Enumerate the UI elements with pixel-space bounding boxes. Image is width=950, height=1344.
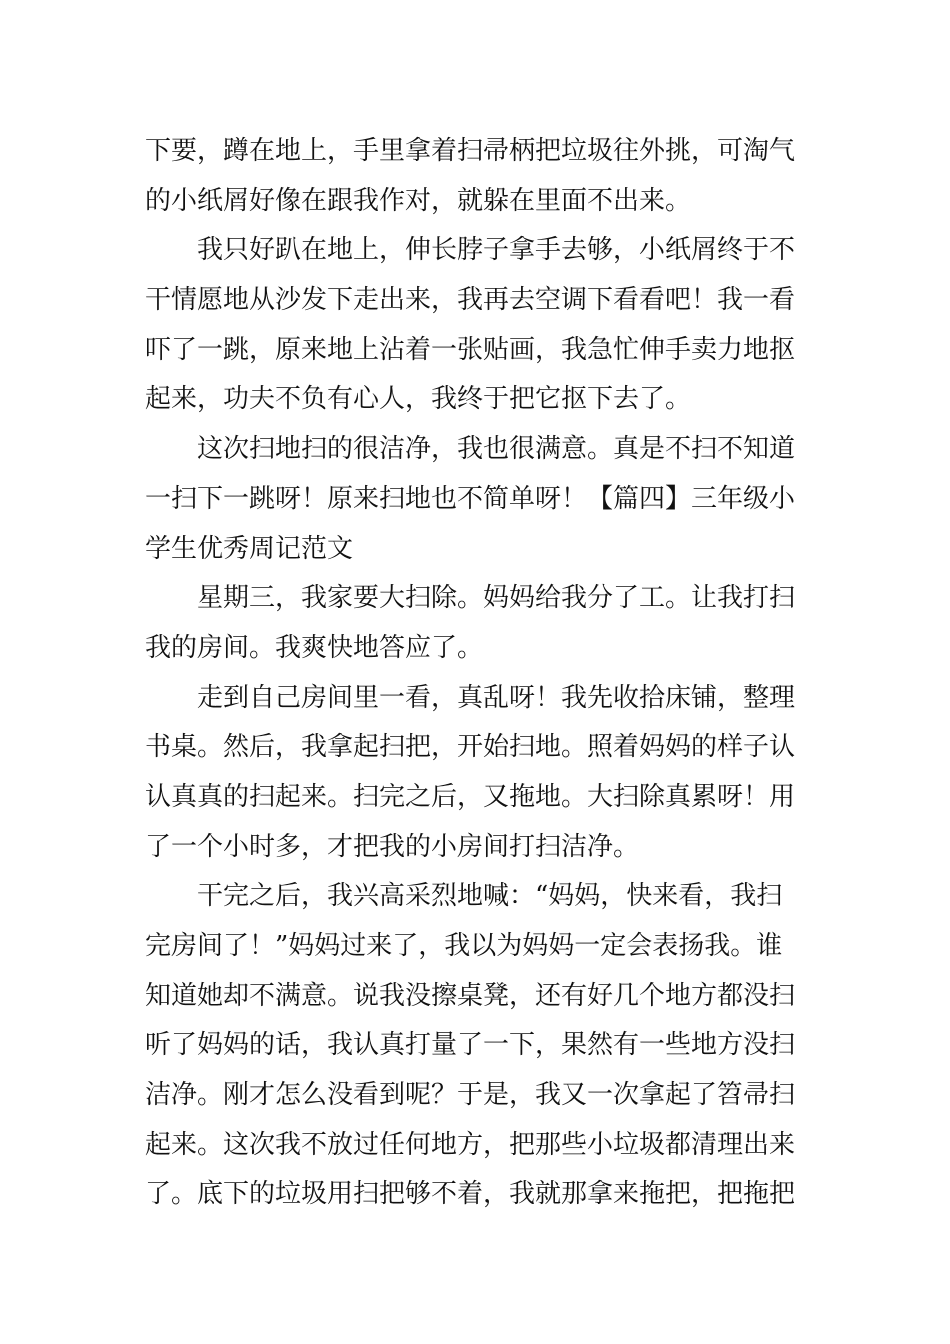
text-line: 洁净。刚才怎么没看到呢？于是，我又一次拿起了笤帚扫	[145, 1080, 796, 1111]
text-line: 干情愿地从沙发下走出来，我再去空调下看看吧！我一看	[145, 285, 796, 316]
text-line: 星期三，我家要大扫除。妈妈给我分了工。让我打扫	[197, 583, 796, 614]
text-line: 了一个小时多，才把我的小房间打扫洁净。	[145, 831, 640, 862]
text-line: 吓了一跳，原来地上沾着一张贴画，我急忙伸手卖力地抠	[145, 334, 796, 365]
text-line: 完房间了！”妈妈过来了，我以为妈妈一定会表扬我。谁	[145, 931, 783, 961]
text-line: 知道她却不满意。说我没擦桌凳，还有好几个地方都没扫	[145, 980, 796, 1011]
text-line: 学生优秀周记范文	[145, 533, 354, 564]
text-line: 这次扫地扫的很洁净，我也很满意。真是不扫不知道	[197, 434, 796, 465]
text-line: 我的房间。我爽快地答应了。	[145, 632, 484, 663]
text-line: 书桌。然后，我拿起扫把，开始扫地。照着妈妈的样子认	[145, 732, 796, 763]
text-line: 下要，蹲在地上，手里拿着扫帚柄把垃圾往外挑，可淘气	[145, 136, 796, 166]
text-line: 起来。这次我不放过任何地方，把那些小垃圾都清理出来	[145, 1129, 796, 1160]
text-line: 认真真的扫起来。扫完之后，又拖地。大扫除真累呀！用	[145, 781, 796, 812]
text-line: 起来，功夫不负有心人，我终于把它抠下去了。	[145, 384, 692, 415]
text-line: 听了妈妈的话，我认真打量了一下，果然有一些地方没扫	[145, 1030, 796, 1061]
text-line: 的小纸屑好像在跟我作对，就躲在里面不出来。	[145, 185, 692, 216]
text-line: 干完之后，我兴高采烈地喊：“妈妈，快来看，我扫	[197, 881, 783, 912]
text-line: 走到自己房间里一看，真乱呀！我先收拾床铺，整理	[197, 682, 796, 713]
text-line: 了。底下的垃圾用扫把够不着，我就那拿来拖把，把拖把	[145, 1179, 796, 1210]
text-line: 一扫下一跳呀！原来扫地也不简单呀！【篇四】三年级小	[145, 483, 796, 514]
text-line: 我只好趴在地上，伸长脖子拿手去够，小纸屑终于不	[197, 235, 796, 266]
document-body	[145, 127, 809, 1220]
